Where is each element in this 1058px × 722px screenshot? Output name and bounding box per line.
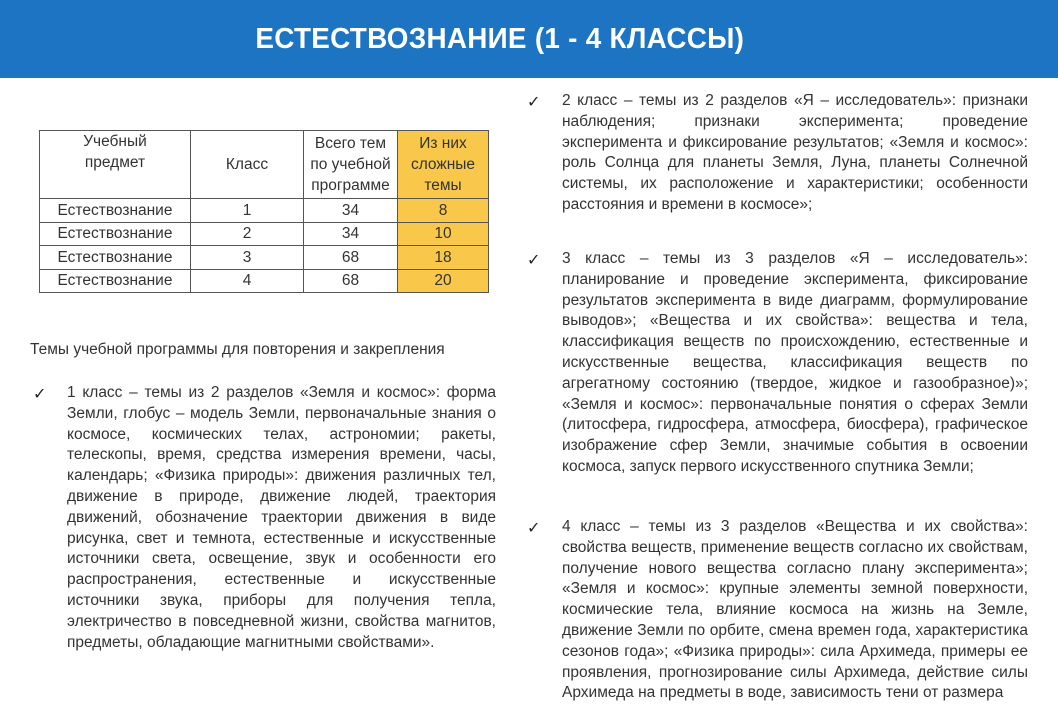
cell-total: 34 <box>304 199 398 223</box>
header-bar <box>0 0 1058 78</box>
checkmark-icon: ✓ <box>527 252 541 269</box>
cell-hard: 18 <box>398 246 489 270</box>
cell-total: 68 <box>304 246 398 270</box>
header-total-line1: Всего тем <box>314 135 387 152</box>
checkmark-icon: ✓ <box>33 386 47 403</box>
cell-hard: 20 <box>398 269 489 293</box>
header-hard-line1: Из них <box>419 135 467 152</box>
header-subject <box>40 131 191 199</box>
cell-class: 3 <box>191 246 304 270</box>
grade4-topics: 4 класс – темы из 3 разделов «Вещества и их свойства»: свойства веществ, применение веществ согласно их свойствам, получение нового вещества согласно плану эксперимента»; «Земля и космос»: крупные элементы земной поверхности, космические тела, влияние космоса на жизнь на Земле, движение Земли по орбите, смена времен года, характеристика сезонов года»; «Физика природы»: сила Архимеда, примеры ее проявления, прогнозирование силы Архимеда, действие силы Архимеда на предметы в воде, зависимость тени от размера <box>562 518 1028 702</box>
checkmark-icon: ✓ <box>527 94 541 111</box>
header-subject-line2: предмет <box>84 154 146 171</box>
cell-total: 34 <box>304 222 398 246</box>
header-total-line3: программе <box>311 177 390 194</box>
grade3-topics: 3 класс – темы из 3 разделов «Я – исследователь»: планирование и проведение эксперимента, фиксирование результатов эксперимента в виде диаграмм, формулирование выводов»; «Вещества и их свойства»: вещества и тела, классификация веществ по происхождению, естественные и искусственные вещества, классификация веществ по агрегатному состоянию (твердое, жидкое и газообразное)»; «Земля и космос»: первоначальные понятия о сферах Земли (литосфера, гидросфера, атмосфера, биосфера), графическое изображение сфер Земли, значимые события в освоении космоса, запуск первого искусственного спутника Земли; <box>562 250 1028 475</box>
cell-subject: Естествознание <box>40 269 191 293</box>
header-class: Класс <box>191 131 304 199</box>
cell-class: 1 <box>191 199 304 223</box>
cell-hard: 8 <box>398 199 489 223</box>
header-hard-line3: темы <box>424 177 462 194</box>
cell-class: 4 <box>191 269 304 293</box>
topics-table <box>39 130 489 293</box>
grade1-topics: 1 класс – темы из 2 разделов «Земля и космос»: форма Земли, глобус – модель Земли, первоначальные знания о космосе, космических телах, астрономии; ракеты, телескопы, время, средства измерения времени, часы, календарь; «Физика природы»: движения различных тел, движение в природе, движение людей, траектория движений, обозначение траектории движения в виде рисунка, свет и темнота, естественные и искусственные источники света, освещение, звук и особенности его распространения, естественные и искусственные источники звука, приборы для получения тепла, электричество в повседневной жизни, свойства магнитов, предметы, обладающие магнитными свойствами». <box>67 384 496 651</box>
checkmark-icon: ✓ <box>527 520 541 537</box>
cell-subject: Естествознание <box>40 199 191 223</box>
table-header-row <box>40 131 489 199</box>
table-row <box>40 269 489 293</box>
cell-hard: 10 <box>398 222 489 246</box>
table-row <box>40 199 489 223</box>
grade2-topics: 2 класс – темы из 2 разделов «Я – исследователь»: признаки наблюдения; признаки эксперимента; проведение эксперимента и фиксирование результатов; «Земля и космос»: роль Солнца для планеты Земля, Луна, планеты Солнечной системы, их расположение и характеристики; особенности расстояния и времени в космосе»; <box>562 92 1028 213</box>
page-title: ЕСТЕСТВОЗНАНИЕ (1 - 4 КЛАССЫ) <box>255 22 745 55</box>
cell-class: 2 <box>191 222 304 246</box>
cell-subject: Естествознание <box>40 222 191 246</box>
header-total <box>304 131 398 199</box>
header-hard <box>398 131 489 199</box>
cell-subject: Естествознание <box>40 246 191 270</box>
header-hard-line2: сложные <box>410 156 476 173</box>
header-subject-line1: Учебный <box>83 133 147 150</box>
cell-total: 68 <box>304 269 398 293</box>
table-row <box>40 222 489 246</box>
table-row <box>40 246 489 270</box>
header-total-line2: по учебной <box>310 156 391 173</box>
topics-intro: Темы учебной программы для повторения и закрепления <box>30 341 445 358</box>
